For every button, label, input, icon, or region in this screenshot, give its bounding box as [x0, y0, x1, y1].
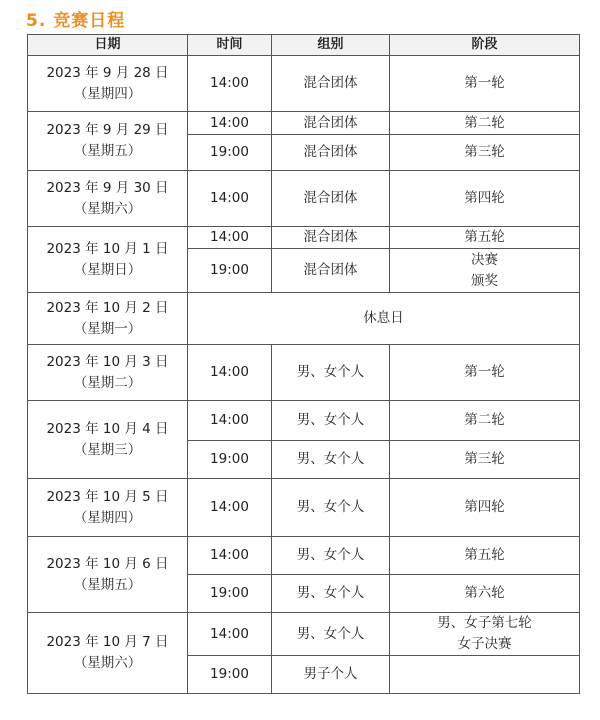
column-header-group: 组别 [272, 35, 390, 56]
stage-cell [390, 227, 580, 249]
weekday-text: （星期四） [73, 509, 142, 526]
stage-cell [390, 575, 580, 613]
date-text: 2023 年 10 月 4 日 [46, 420, 169, 437]
time-cell: 19:00 [188, 655, 272, 693]
date-cell [28, 293, 188, 345]
stage-text: 第六轮 [464, 585, 505, 602]
table-row [28, 112, 580, 135]
stage-text: 第五轮 [464, 547, 505, 564]
table-row [28, 171, 580, 227]
time-cell: 14:00 [188, 479, 272, 537]
table-row [28, 56, 580, 112]
weekday-text: （星期六） [73, 654, 142, 671]
schedule-table [27, 34, 580, 694]
group-cell: 混合团体 [272, 171, 390, 227]
stage-text: 第一轮 [464, 75, 505, 92]
date-cell [28, 227, 188, 293]
time-cell: 14:00 [188, 227, 272, 249]
group-cell: 男、女个人 [272, 345, 390, 401]
stage-cell [390, 479, 580, 537]
weekday-text: （星期四） [73, 85, 142, 102]
stage-cell [390, 345, 580, 401]
stage-cell [390, 171, 580, 227]
time-cell: 19:00 [188, 575, 272, 613]
stage-text: 女子决赛 [457, 635, 512, 652]
stage-cell [390, 655, 580, 693]
stage-text: 第二轮 [464, 114, 505, 131]
time-cell: 14:00 [188, 613, 272, 656]
time-cell: 19:00 [188, 135, 272, 171]
date-text: 2023 年 10 月 1 日 [46, 240, 169, 257]
group-cell: 男、女个人 [272, 479, 390, 537]
date-cell [28, 345, 188, 401]
date-cell [28, 56, 188, 112]
group-cell: 混合团体 [272, 227, 390, 249]
time-cell: 14:00 [188, 112, 272, 135]
date-text: 2023 年 9 月 30 日 [46, 179, 169, 196]
date-text: 2023 年 10 月 3 日 [46, 353, 169, 370]
time-cell: 14:00 [188, 171, 272, 227]
time-cell: 19:00 [188, 249, 272, 293]
date-cell [28, 112, 188, 171]
group-cell: 男、女个人 [272, 575, 390, 613]
stage-text: 颁奖 [471, 272, 498, 289]
time-cell: 19:00 [188, 441, 272, 479]
stage-text: 第一轮 [464, 364, 505, 381]
date-cell [28, 613, 188, 694]
group-cell: 男、女个人 [272, 441, 390, 479]
column-header-stage: 阶段 [390, 35, 580, 56]
stage-cell [390, 441, 580, 479]
date-cell [28, 537, 188, 613]
rest-day-cell: 休息日 [188, 293, 580, 345]
time-cell: 14:00 [188, 56, 272, 112]
table-row [28, 479, 580, 537]
date-text: 2023 年 10 月 6 日 [46, 555, 169, 572]
date-text: 2023 年 10 月 7 日 [46, 634, 169, 651]
table-row [28, 537, 580, 575]
stage-cell [390, 112, 580, 135]
group-cell: 男子个人 [272, 655, 390, 693]
time-cell: 14:00 [188, 401, 272, 441]
stage-text: 第三轮 [464, 451, 505, 468]
stage-text: 决赛 [471, 251, 498, 268]
date-cell [28, 401, 188, 479]
date-text: 2023 年 10 月 2 日 [46, 299, 169, 316]
header-row [28, 35, 580, 56]
weekday-text: （星期六） [73, 200, 142, 217]
group-cell: 混合团体 [272, 249, 390, 293]
time-cell: 14:00 [188, 537, 272, 575]
stage-cell [390, 135, 580, 171]
page-title: 5. 竞赛日程 [26, 11, 126, 31]
stage-cell [390, 56, 580, 112]
time-cell: 14:00 [188, 345, 272, 401]
date-cell [28, 479, 188, 537]
group-cell: 男、女个人 [272, 613, 390, 656]
stage-text: 第三轮 [464, 144, 505, 161]
weekday-text: （星期日） [73, 261, 142, 278]
group-cell: 男、女个人 [272, 401, 390, 441]
table-row [28, 293, 580, 345]
column-header-time: 时间 [188, 35, 272, 56]
group-cell: 混合团体 [272, 112, 390, 135]
table-row [28, 345, 580, 401]
group-cell: 混合团体 [272, 135, 390, 171]
weekday-text: （星期三） [73, 441, 142, 458]
group-cell: 混合团体 [272, 56, 390, 112]
column-header-date: 日期 [28, 35, 188, 56]
weekday-text: （星期二） [73, 374, 142, 391]
stage-text: 男、女子第七轮 [437, 615, 532, 632]
table-row [28, 227, 580, 249]
date-text: 2023 年 9 月 29 日 [46, 122, 169, 139]
weekday-text: （星期五） [73, 143, 142, 160]
stage-cell [390, 537, 580, 575]
stage-text: 第四轮 [464, 499, 505, 516]
weekday-text: （星期一） [73, 320, 142, 337]
table-row [28, 401, 580, 441]
schedule-body [28, 56, 580, 694]
stage-text: 第四轮 [464, 190, 505, 207]
stage-cell [390, 613, 580, 656]
weekday-text: （星期五） [73, 576, 142, 593]
date-cell [28, 171, 188, 227]
stage-cell [390, 401, 580, 441]
date-text: 2023 年 10 月 5 日 [46, 488, 169, 505]
stage-text: 第二轮 [464, 412, 505, 429]
date-text: 2023 年 9 月 28 日 [46, 64, 169, 81]
group-cell: 男、女个人 [272, 537, 390, 575]
stage-cell [390, 249, 580, 293]
stage-text: 第五轮 [464, 229, 505, 246]
table-row [28, 613, 580, 656]
